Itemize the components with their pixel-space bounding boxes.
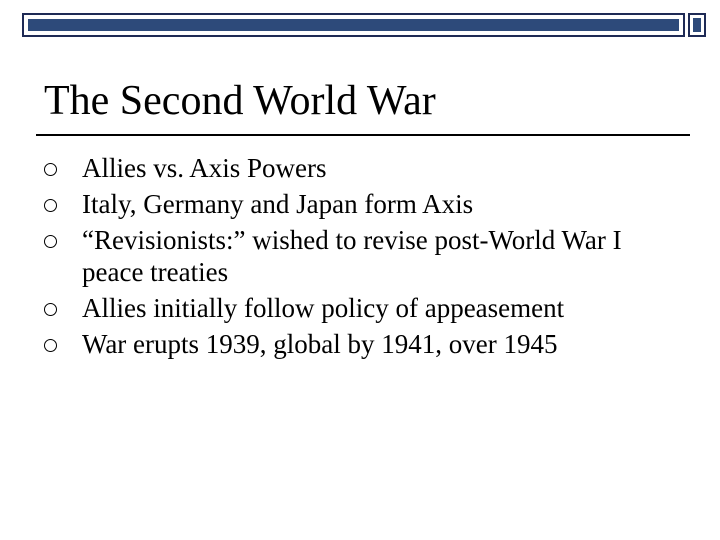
bullet-item	[44, 188, 684, 220]
hollow-circle-bullet-icon	[44, 339, 57, 352]
hollow-circle-bullet-icon	[44, 163, 57, 176]
bullet-text: Allies vs. Axis Powers	[82, 153, 327, 183]
bullet-item	[44, 224, 684, 288]
bullet-text: “Revisionists:” wished to revise post-World War I peace treaties	[82, 225, 622, 287]
bullet-text: Italy, Germany and Japan form Axis	[82, 189, 474, 219]
hollow-circle-bullet-icon	[44, 235, 57, 248]
header-decor-bar-fill	[28, 19, 679, 31]
slide-title: The Second World War	[44, 78, 436, 124]
bullet-text: Allies initially follow policy of appeasement	[82, 293, 565, 323]
header-decor-square-fill	[693, 18, 701, 32]
bullet-item	[44, 292, 684, 324]
header-decor-square	[688, 13, 706, 37]
bullet-item	[44, 152, 684, 184]
title-divider	[36, 134, 690, 136]
hollow-circle-bullet-icon	[44, 199, 57, 212]
header-decor-bar	[22, 13, 685, 37]
bullet-text: War erupts 1939, global by 1941, over 1945	[82, 329, 558, 359]
hollow-circle-bullet-icon	[44, 303, 57, 316]
bullet-item	[44, 328, 684, 360]
bullet-list	[44, 152, 684, 364]
